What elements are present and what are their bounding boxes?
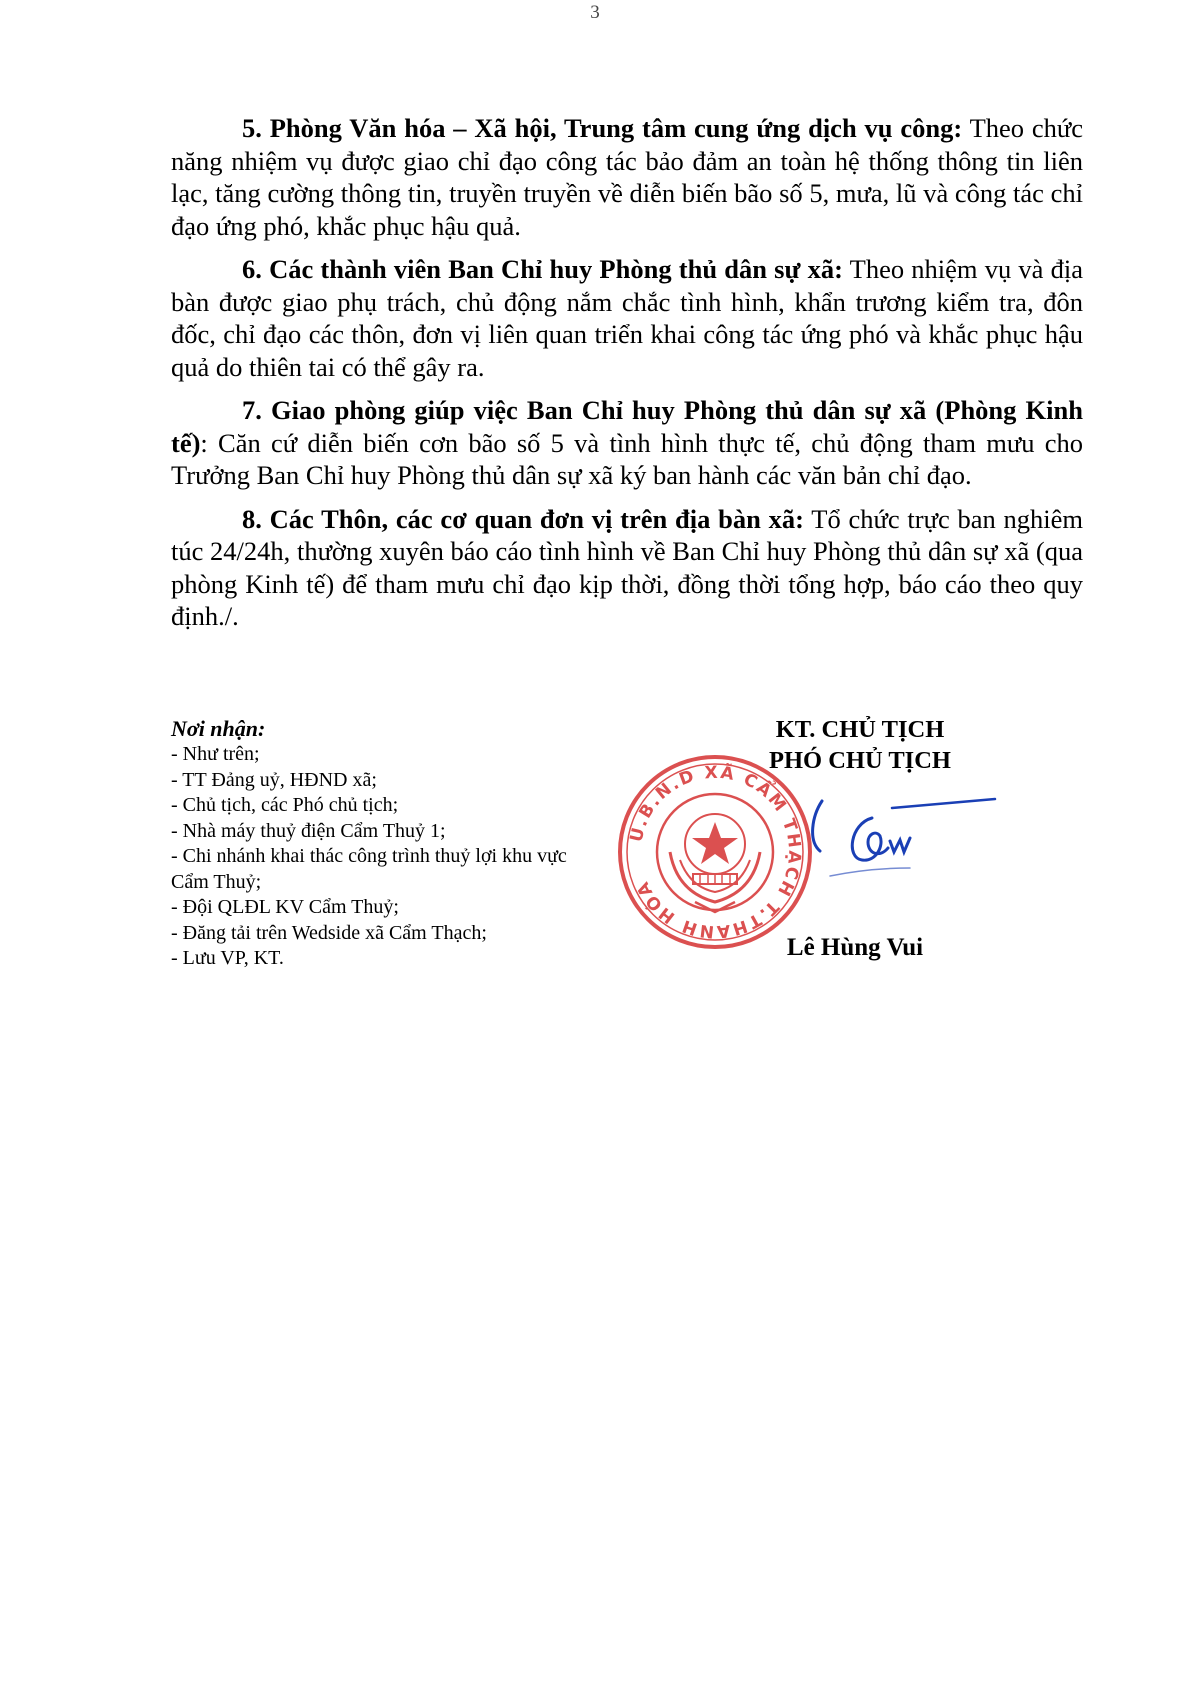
paragraph-6 xyxy=(171,253,1083,383)
recipients-list xyxy=(171,716,571,972)
paragraph-7-lead: 7. Giao phòng giúp việc Ban Chỉ huy Phòng thủ dân sự xã (Phòng Kinh tế) xyxy=(171,395,1083,458)
handwritten-signature-icon xyxy=(810,796,1000,886)
document-body xyxy=(171,112,1083,644)
paragraph-5-lead: 5. Phòng Văn hóa – Xã hội, Trung tâm cung ứng dịch vụ công: xyxy=(242,113,963,143)
recipient-item: - TT Đảng uỷ, HĐND xã; xyxy=(171,768,377,791)
stamp-text: U.B.N.D XÃ CẨM THẠCH T.THANH HÓA xyxy=(626,762,805,942)
signer-name: Lê Hùng Vui xyxy=(786,934,924,961)
paragraph-8 xyxy=(171,503,1083,633)
paragraph-8-text: Tổ chức trực ban nghiêm túc 24/24h, thường xuyên báo cáo tình hình về Ban Chỉ huy Phòng thủ dân sự xã (qua phòng Kinh tế) để tham mưu chỉ đạo kịp thời, đồng thời tổng hợp, báo cáo theo quy định./. xyxy=(171,503,1083,631)
paragraph-6-text: Theo nhiệm vụ và địa bàn được giao phụ trách, chủ động nắm chắc tình hình, khẩn trương kiểm tra, đôn đốc, chỉ đạo các thôn, đơn vị liên quan triển khai công tác ứng phó và khắc phục hậu quả do thiên tai có thể gây ra. xyxy=(171,254,1083,382)
recipient-item: - Nhà máy thuỷ điện Cẩm Thuỷ 1; xyxy=(171,819,446,842)
page-number: 3 xyxy=(590,2,600,23)
signature-title-line2: PHÓ CHỦ TỊCH xyxy=(769,747,951,774)
signature-title-line1: KT. CHỦ TỊCH xyxy=(775,716,945,743)
paragraph-5-text: Theo chức năng nhiệm vụ được giao chỉ đạo công tác bảo đảm an toàn hệ thống thông tin liên lạc, tăng cường thông tin, truyền truyền về diễn biến bão số 5, mưa, lũ và công tác chỉ đạo ứng phó, khắc phục hậu quả. xyxy=(171,113,1084,241)
paragraph-7-text: : Căn cứ diễn biến cơn bão số 5 và tình hình thực tế, chủ động tham mưu cho Trưởng Ban Chỉ huy Phòng thủ dân sự xã ký ban hành các văn bản chỉ đạo. xyxy=(171,427,1083,490)
paragraph-5 xyxy=(171,112,1083,242)
recipient-item: - Như trên; xyxy=(171,743,260,765)
recipients-title: Nơi nhận: xyxy=(171,716,266,741)
recipient-item: - Đăng tải trên Wedside xã Cẩm Thạch; xyxy=(171,921,487,944)
paragraph-6-lead: 6. Các thành viên Ban Chỉ huy Phòng thủ dân sự xã: xyxy=(242,254,843,284)
paragraph-8-lead: 8. Các Thôn, các cơ quan đơn vị trên địa bàn xã: xyxy=(242,503,804,534)
recipient-item: - Đội QLĐL KV Cẩm Thuỷ; xyxy=(171,896,399,918)
recipient-item: - Chi nhánh khai thác công trình thuỷ lợi khu vực Cẩm Thuỷ; xyxy=(171,845,567,893)
paragraph-7 xyxy=(171,394,1083,492)
official-stamp-icon xyxy=(615,752,815,952)
recipient-item: - Chủ tịch, các Phó chủ tịch; xyxy=(171,794,399,816)
recipient-item: - Lưu VP, KT. xyxy=(171,947,284,969)
